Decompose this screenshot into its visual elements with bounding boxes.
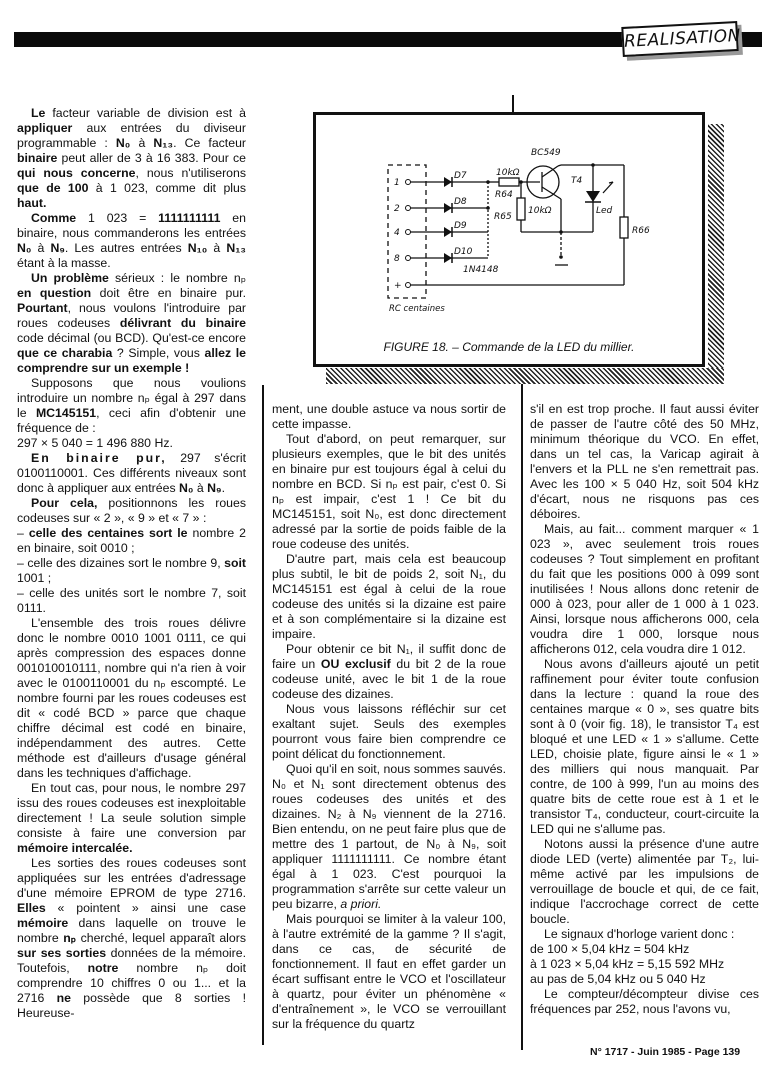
paragraph (17, 211, 246, 271)
text-run: . (221, 481, 225, 495)
diode-d8 (444, 203, 452, 213)
text-run: de 100 × 5,04 kHz = 504 kHz (530, 942, 690, 956)
text-column-1 (17, 106, 246, 1021)
text-run: à 1 023 × 5,04 kHz = 5,15 592 MHz (530, 957, 725, 971)
text-run: 1111111111 (158, 211, 221, 225)
text-run: que ce charabia (17, 346, 113, 360)
paragraph (530, 402, 759, 522)
paragraph (17, 106, 246, 211)
text-run: Nous avons d'ailleurs ajouté un petit raffinement pour éviter toute confusion dans la lecture : quand la roue des centaines marque « 0 », ses quatre bits sont à 0 (voir fig. 18), le transistor T₄ est bloqué et une LED « 1 » s'allume. Cette LED, choisie plate, figure ainsi le « 1 » des milliers qui nous manquait. Par contre, de 100 à 999, l'un au moins des quatre bits de cette roue est à 1 et le transistor T₄, conducteur, court-circuite la LED qui ne s'allume pas. (530, 657, 759, 836)
text-run: à (31, 241, 51, 255)
text-run: à (207, 241, 227, 255)
input-label: 8 (394, 254, 400, 264)
text-run: cherché, lequel apparaît alors (76, 931, 246, 945)
text-run: peut aller de 3 à 16 383. Pour ce (57, 151, 246, 165)
paragraph (530, 927, 759, 942)
text-run: mémoire (17, 916, 69, 930)
text-run: MC145151 (35, 406, 97, 420)
diode-label: D7 (454, 171, 467, 181)
text-run: N₉ (50, 241, 65, 255)
diode-label: D10 (454, 247, 473, 257)
text-run: Pourtant (17, 301, 68, 315)
r64-value-label: 10kΩ (496, 168, 520, 178)
text-run: étant à la masse. (17, 256, 111, 270)
figure-shadow (708, 124, 724, 384)
text-run: que de 100 (17, 181, 89, 195)
text-run: nombre 2 en binaire, soit 0010 ; (17, 526, 246, 555)
text-run: Le signaux d'horloge varient donc : (544, 927, 735, 941)
column-divider (521, 370, 523, 1050)
paragraph (272, 702, 506, 762)
paragraph (17, 436, 246, 451)
text-run: Un problème (31, 271, 109, 285)
text-run: 297 s'écrit 0100110001. Ces différents niveaux sont donc à appliquer aux entrées (17, 451, 246, 495)
text-run: , ceci afin d'obtenir une fréquence de : (17, 406, 246, 435)
text-run: aux entrées du diviseur programmable : (17, 121, 246, 150)
text-run: – (17, 526, 29, 540)
text-run: Nous vous laissons réfléchir sur cet exaltant sujet. Seuls des exemples pourront vous faire bien comprendre ce point délicat du fonctionnement. (272, 702, 506, 761)
text-run: En tout cas, pour nous, le nombre 297 issu des roues codeuses est inexploitable directement ! La seule solution simple consiste à faire une conversion par (17, 781, 246, 840)
rc-label: RC centaines (389, 304, 445, 314)
transistor-type-label: BC549 (531, 148, 561, 158)
r64-label: R64 (495, 190, 513, 200)
text-run: code décimal (ou BCD). Qu'est-ce encore (17, 331, 246, 345)
diode-label: D9 (454, 221, 467, 231)
diode-d7 (444, 177, 452, 187)
text-run: N₁₃ (226, 241, 246, 255)
text-run: « pointent » ainsi une case (45, 901, 246, 915)
text-run: allez le comprendre sur un exemple ! (17, 346, 246, 375)
text-run: Quoi qu'il en soit, nous sommes sauvés. N₀ et N₁ sont directement obtenus des roues codeuses des unités et des dizaines. N₂ à N₉ viennent de la 2716. Bien entendu, on ne peut faire plus que de mettre des 1 partout, de N₀ à N₉, soit appliquer 1111111111. Ce nombre étant égal à 1 023. C'est pourquoi la programmation s'arrête sur cette valeur un peu bizarre, (272, 762, 506, 911)
text-run: appliquer (17, 121, 73, 135)
transistor-label: T4 (571, 176, 583, 186)
paragraph (17, 376, 246, 436)
text-run: Pour obtenir ce bit N₁, il suffit donc de faire un (272, 642, 506, 671)
paragraph (17, 556, 246, 586)
diode-d10 (444, 253, 452, 263)
paragraph (530, 987, 759, 1017)
paragraph (272, 642, 506, 702)
figure-shadow (326, 368, 724, 384)
paragraph (530, 942, 759, 957)
text-run: délivrant du binaire (119, 316, 246, 330)
input-label: + (394, 281, 402, 291)
paragraph (530, 522, 759, 657)
text-run: positionnons les roues codeuses sur « 2 », « 9 » et « 7 » : (17, 496, 246, 525)
text-run: OU exclusif (320, 657, 391, 671)
input-label: 4 (394, 228, 400, 238)
text-run: soit (224, 556, 246, 570)
text-run: Supposons que nous voulions introduire un nombre nₚ égal à 297 dans le (17, 376, 246, 420)
text-run: N₉ (207, 481, 222, 495)
text-run: Notons aussi la présence d'une autre diode LED (verte) alimentée par T₂, lui-même activé par les impulsions de verrouillage de boucle et qui, de ce fait, indique l'accrochage correct de cette boucle. (530, 837, 759, 926)
text-run: qui nous concerne (17, 166, 136, 180)
paragraph (17, 496, 246, 526)
r65-value-label: 10kΩ (528, 206, 552, 216)
text-run: Les sorties des roues codeuses sont appliquées sur les entrées d'adressage d'une mémoire EPROM de type 2716. (17, 856, 246, 900)
text-run: Tout d'abord, on peut remarquer, sur plusieurs exemples, que le bit des unités en binaire pur est toujours égal à celui du nombre en BCD. Si nₚ est pair, c'est 0. Si nₚ est impair, c'est 1 ! Ce bit du MC145151, soit N₀, est donc directement adressé par la sortie de poids faible de la roue codeuse des unités. (272, 432, 506, 551)
paragraph (530, 837, 759, 927)
text-column-2 (272, 402, 506, 1032)
paragraph (17, 781, 246, 856)
text-run: du bit 2 de la roue codeuse unité, avec le bit 1 de la roue codeuse des dizaines. (272, 657, 506, 701)
text-run: s'il en est trop proche. Il faut aussi éviter de passer de l'autre côté des 50 MHz, minimum théorique du VCO. En effet, dans un tel cas, la Varicap agirait à l'envers et la PLL ne s'en remettrait pas. Avec les 100 × 5 040 Hz, soit 504 kHz d'écart, nous ne risquons pas ces déboires. (530, 402, 759, 521)
text-run: N₀ (179, 481, 194, 495)
input-label: 1 (394, 178, 400, 188)
paragraph (530, 957, 759, 972)
r66-label: R66 (632, 226, 650, 236)
diode-d9 (444, 227, 452, 237)
paragraph (17, 451, 246, 496)
diode-type-label: 1N4148 (463, 265, 499, 275)
text-run: 1001 ; (17, 571, 52, 585)
text-run: – celle des dizaines sort le nombre 9, (17, 556, 225, 570)
figure-18 (313, 112, 705, 367)
text-run: dans laquelle on trouve le nombre (17, 916, 246, 945)
text-run: Le compteur/décompteur divise ces fréquences par 252, nous l'avons vu, (530, 987, 759, 1016)
text-run: N₁₀ (187, 241, 208, 255)
text-run: Comme (31, 211, 77, 225)
paragraph (17, 271, 246, 376)
text-run: , nous n'utiliserons (135, 166, 247, 180)
text-run: N₀ (17, 241, 32, 255)
text-run: Pour cela, (31, 496, 98, 510)
resistor-r66 (620, 217, 628, 238)
text-run: haut. (17, 196, 47, 210)
text-run: facteur variable de division est à (45, 106, 246, 120)
page-footer: N° 1717 - Juin 1985 - Page 139 (590, 1046, 741, 1058)
paragraph (272, 552, 506, 642)
text-run: nombre nₚ doit comprendre 10 chiffres 0 ou 1... et la 2716 (17, 961, 246, 1005)
paragraph (17, 856, 246, 1021)
text-run: N₁₃ (153, 136, 174, 150)
text-run: en question (17, 286, 92, 300)
text-run: nₚ (63, 931, 77, 945)
column-divider (262, 385, 264, 1045)
paragraph (272, 912, 506, 1032)
text-run: 297 × 5 040 = 1 496 880 Hz. (17, 436, 173, 450)
text-run: données de la mémoire. Toutefois, (17, 946, 246, 975)
figure-caption: FIGURE 18. – Commande de la LED du millier. (383, 340, 635, 354)
text-run: mémoire intercalée. (17, 841, 133, 855)
text-run: possède que 8 sorties ! Heureuse- (17, 991, 246, 1020)
text-run: – celle des unités sort le nombre 7, soit 0111. (17, 586, 246, 615)
section-label: REALISATION (621, 21, 738, 57)
text-run: sur ses sorties (17, 946, 107, 960)
text-run: doit être en binaire pur. (91, 286, 246, 300)
text-run: . Les autres entrées (64, 241, 188, 255)
paragraph (272, 762, 506, 912)
text-run: à (193, 481, 208, 495)
text-run: au pas de 5,04 kHz ou 5 040 Hz (530, 972, 706, 986)
paragraph (17, 616, 246, 781)
r65-label: R65 (494, 212, 512, 222)
text-run: a priori. (340, 897, 382, 911)
text-run: ment, une double astuce va nous sortir de cette impasse. (272, 402, 506, 431)
text-run: N₀ (115, 136, 131, 150)
text-run: ? Simple, vous (112, 346, 205, 360)
text-run: Mais pourquoi se limiter à la valeur 100, à l'autre extrémité de la gamme ? Il s'agit, dans ce cas, de sécurité de fonctionnement. Il faut en effet garder un écart suffisant entre le VCO et l'oscillateur à quartz, pour éviter un phénomène « d'entraînement », le VCO se verrouillant sur la fréquence du quartz (272, 912, 506, 1031)
text-run: Mais, au fait... comment marquer « 1 023 », avec seulement trois roues codeuses ? Tout simplement en profitant du fait que les positions 000 à 099 sont inutilisées ! Nous allons donc retenir de 000 à 023, pour aller de 1 000 à 1 023. Ainsi, lorsque nous afficherons 000, cela voudra dire 1 000, lorsque nous afficherons 012, cela voudra dire 1 012. (530, 522, 759, 656)
text-run: En binaire pur, (31, 451, 167, 465)
column-divider (512, 95, 514, 112)
text-column-3 (530, 402, 759, 1017)
text-run: , nous voulons l'introduire par roues codeuses (17, 301, 246, 330)
paragraph (17, 526, 246, 556)
text-run: celle des centaines sort le (28, 526, 188, 540)
paragraph (17, 586, 246, 616)
text-run: notre (87, 961, 119, 975)
paragraph (272, 432, 506, 552)
diode-label: D8 (454, 197, 467, 207)
text-run: Le (31, 106, 46, 120)
paragraph (272, 402, 506, 432)
text-run: L'ensemble des trois roues délivre donc le nombre 0010 1001 0111, ce qui après compression des espaces donne 001010010111, nombre qui n'a rien à voir avec le 0100110001 du nₚ escompté. Le nombre fourni par les roues codeuses est dit « codé BCD » parce que chaque chiffre décimal est codé en binaire, indépendamment des autres. Cette méthode est d'ailleurs d'usage général dans les techniques d'affichage. (17, 616, 246, 780)
resistor-r65 (517, 198, 525, 220)
paragraph (530, 657, 759, 837)
text-run: sérieux : le nombre nₚ (108, 271, 246, 285)
text-run: binaire (17, 151, 58, 165)
led-symbol (586, 191, 600, 202)
circuit-diagram (316, 115, 702, 364)
input-label: 2 (394, 204, 400, 214)
resistor-r64 (499, 178, 519, 186)
led-label: Led (596, 206, 613, 216)
text-run: D'autre part, mais cela est beaucoup plus subtil, le bit de poids 2, soit N₁, du MC145151 est égal à celui de la roue codeuse des unités si la dizaine est paire et à son complémentaire si la dizaine est impaire. (272, 552, 506, 641)
text-run: à 1 023, comme dit plus (88, 181, 246, 195)
text-run: à (130, 136, 154, 150)
text-run: Elles (17, 901, 46, 915)
text-run: 1 023 = (76, 211, 159, 225)
paragraph (530, 972, 759, 987)
text-run: en binaire, nous commanderons les entrées (17, 211, 246, 240)
text-run: . Ce facteur (173, 136, 246, 150)
text-run: ne (56, 991, 72, 1005)
